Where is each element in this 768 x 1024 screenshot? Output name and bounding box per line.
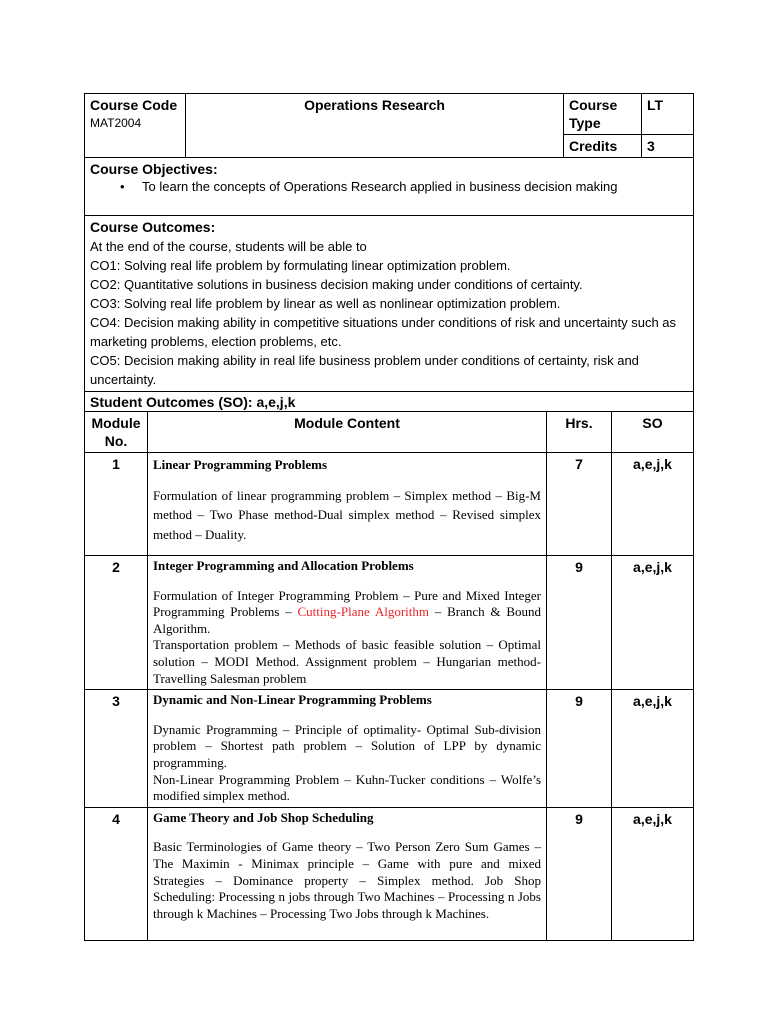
module-text: Formulation of linear programming problem – Simplex method – Big-M method – Two Phase method-Dual simplex method – Revised simplex method – Duality.: [153, 487, 541, 542]
table-row: [85, 556, 694, 690]
module-title: Game Theory and Job Shop Scheduling: [153, 809, 374, 825]
outcome-co5: CO5: Decision making ability in real life business problem under conditions of certainty, risk and uncertainty.: [90, 353, 639, 387]
module-text: Transportation problem – Methods of basic feasible solution – Optimal solution – MODI Method. Assignment problem – Hungarian method-Travelling Salesman problem: [153, 637, 541, 686]
course-code-label: Course Code: [90, 97, 178, 113]
module-content: [148, 453, 547, 556]
table-row: [85, 453, 694, 556]
outcomes-heading: Course Outcomes:: [90, 219, 216, 235]
module-text: Dynamic Programming – Principle of optimality- Optimal Sub-division problem – Shortest path problem – Solution of LPP by dynamic programming.: [153, 721, 541, 770]
module-title: Dynamic and Non-Linear Programming Problems: [153, 692, 432, 708]
course-header-table: [84, 93, 694, 412]
course-type-label: Course Type: [564, 94, 642, 135]
module-so: a,e,j,k: [612, 807, 694, 940]
course-code-cell: [85, 94, 186, 158]
table-row: [85, 807, 694, 940]
objectives-heading: Course Objectives:: [90, 161, 218, 177]
course-title: Operations Research: [304, 97, 445, 113]
module-table: [84, 411, 694, 941]
course-document: [84, 93, 693, 941]
module-title: Linear Programming Problems: [153, 457, 328, 472]
highlighted-text: Cutting-Plane Algorithm: [297, 604, 429, 620]
module-text: Non-Linear Programming Problem – Kuhn-Tucker conditions – Wolfe’s modified simplex method.: [153, 771, 541, 804]
module-no: 2: [85, 556, 148, 690]
module-no: 4: [85, 807, 148, 940]
header-hrs: Hrs.: [547, 412, 612, 453]
module-text: Basic Terminologies of Game theory – Two Person Zero Sum Games – The Maximin - Minimax principle – Game with pure and mixed Strategies – Dominance property – Simplex method. Job Shop Scheduling: Processing n jobs through Two Machines – Processing n Jobs through k Machines – Processing Two Jobs through k Machines.: [153, 839, 541, 921]
outcomes-cell: [85, 216, 694, 392]
header-module-content: Module Content: [148, 412, 547, 453]
module-so: a,e,j,k: [612, 556, 694, 690]
module-title: Integer Programming and Allocation Problems: [153, 558, 414, 573]
module-hrs: 9: [547, 556, 612, 690]
student-outcomes: Student Outcomes (SO): a,e,j,k: [85, 392, 694, 412]
module-no: 3: [85, 690, 148, 808]
module-text: [153, 588, 541, 638]
outcomes-intro: At the end of the course, students will be able to: [90, 239, 367, 254]
objectives-cell: [85, 158, 694, 216]
module-hrs: 9: [547, 807, 612, 940]
module-hrs: 7: [547, 453, 612, 556]
credits-value: 3: [642, 135, 694, 158]
module-so: a,e,j,k: [612, 690, 694, 808]
module-no: 1: [85, 453, 148, 556]
header-so: SO: [612, 412, 694, 453]
outcome-co1: CO1: Solving real life problem by formulating linear optimization problem.: [90, 258, 511, 273]
table-row: [85, 690, 694, 808]
module-text-part: – Branch & Bound Algorithm.: [153, 604, 542, 636]
header-module-no: Module No.: [85, 412, 148, 453]
course-title-cell: [186, 94, 564, 158]
course-type-value: LT: [642, 94, 694, 135]
outcome-co3: CO3: Solving real life problem by linear as well as nonlinear optimization problem.: [90, 296, 561, 311]
module-content: [148, 556, 547, 690]
outcome-co4: CO4: Decision making ability in competitive situations under conditions of risk and uncertainty such as marketing problems, election problems, etc.: [90, 315, 677, 349]
course-code-value: MAT2004: [90, 116, 142, 130]
module-content: [148, 807, 547, 940]
credits-label: Credits: [564, 135, 642, 158]
objective-item: • To learn the concepts of Operations Research applied in business decision making: [120, 178, 688, 196]
module-content: [148, 690, 547, 808]
module-text-part: Formulation of Integer Programming Problem – Pure and Mixed Integer Programming Problems –: [153, 587, 541, 620]
outcome-co2: CO2: Quantitative solutions in business decision making under conditions of certainty.: [90, 277, 583, 292]
module-hrs: 9: [547, 690, 612, 808]
module-so: a,e,j,k: [612, 453, 694, 556]
